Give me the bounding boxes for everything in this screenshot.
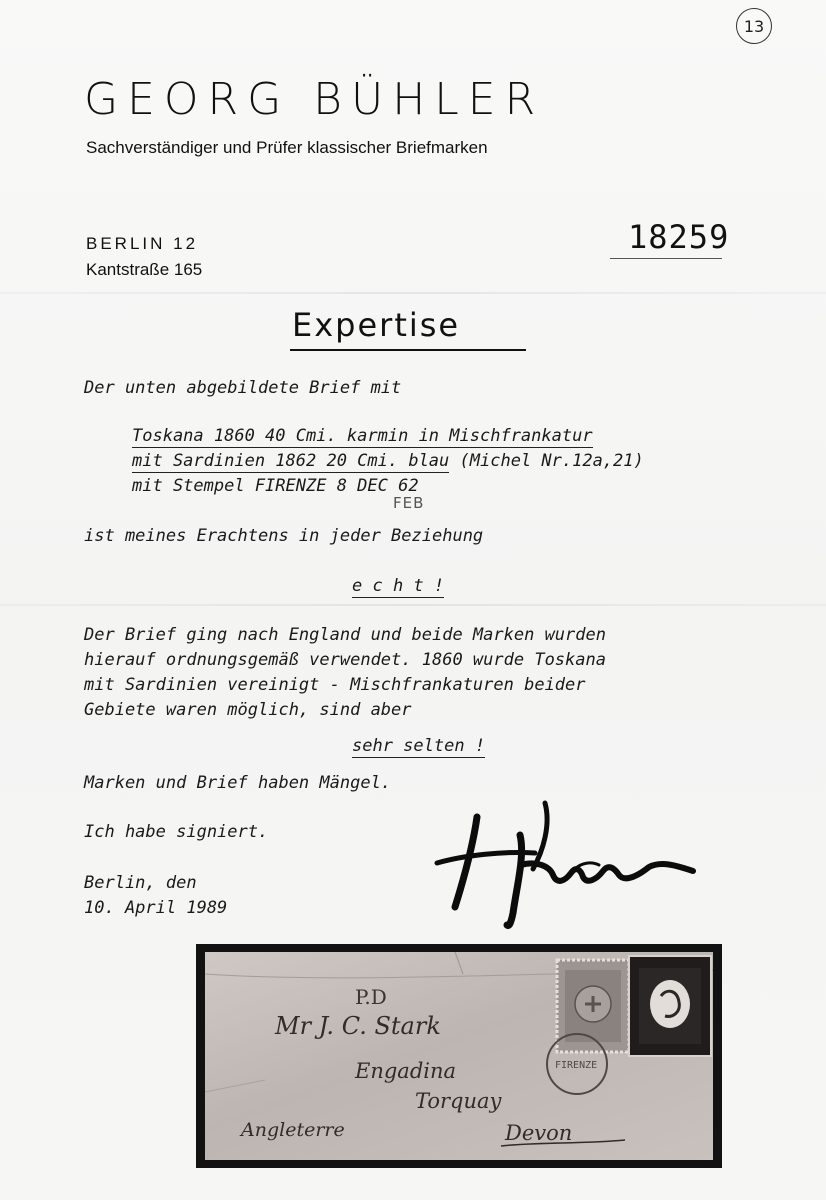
postmark-text: FIRENZE <box>555 1060 598 1071</box>
item-line-2-text: mit Sardinien 1862 20 Cmi. blau <box>132 451 450 471</box>
letterhead-subtitle: Sachverständiger und Prüfer klassischer Briefmarken <box>86 138 488 157</box>
signed-line: Ich habe signiert. <box>84 822 269 842</box>
certificate-number-underline <box>610 258 722 259</box>
rarity-note <box>352 736 485 756</box>
verdict-text: e c h t ! <box>352 576 445 596</box>
defects-line: Marken und Brief haben Mängel. <box>84 773 392 793</box>
address-line-3: Torquay <box>415 1089 502 1113</box>
item-line-1 <box>132 426 593 446</box>
michel-reference: (Michel Nr.12a,21) <box>449 451 644 471</box>
letterhead-city: BERLIN 12 <box>86 234 199 253</box>
item-line-2 <box>132 451 644 471</box>
item-line-1-text: Toskana 1860 40 Cmi. karmin in Mischfrankatur <box>132 426 593 446</box>
item-line-3: mit Stempel FIRENZE 8 DEC 62 <box>132 476 419 496</box>
envelope-photo <box>205 952 713 1160</box>
handwritten-signature <box>425 795 715 935</box>
paragraph-line-3: mit Sardinien vereinigt - Mischfrankaturen beider <box>84 675 586 695</box>
envelope-marking: P.D <box>355 985 387 1009</box>
place-date-line-2: 10. April 1989 <box>84 898 228 918</box>
rarity-text: sehr selten ! <box>352 736 486 756</box>
place-date-line-1: Berlin, den <box>84 873 197 893</box>
paragraph-line-1: Der Brief ging nach England und beide Marken wurden <box>84 625 606 645</box>
title-underline <box>290 349 526 351</box>
envelope-illustration <box>205 952 713 1160</box>
address-line-1: Mr J. C. Stark <box>275 1012 441 1040</box>
stamp-sardinien <box>629 956 711 1056</box>
paragraph-line-2: hierauf ordnungsgemäß verwendet. 1860 wurde Toskana <box>84 650 606 670</box>
address-line-2: Engadina <box>355 1059 457 1083</box>
intro-line: Der unten abgebildete Brief mit <box>84 378 402 398</box>
date-correction-note: FEB <box>393 494 425 512</box>
letterhead-name: GEORG BÜHLER <box>84 74 545 125</box>
opinion-line: ist meines Erachtens in jeder Beziehung <box>84 526 484 546</box>
archive-note: 13 <box>736 8 772 44</box>
address-country: Angleterre <box>241 1119 345 1141</box>
verdict <box>352 576 444 596</box>
address-line-4: Devon <box>505 1121 573 1145</box>
paragraph-line-4: Gebiete waren möglich, sind aber <box>84 700 412 720</box>
fold-line <box>0 604 826 606</box>
certificate-number: 18259 <box>628 218 730 256</box>
document-title: Expertise <box>292 306 461 344</box>
letterhead-street: Kantstraße 165 <box>86 260 203 279</box>
fold-line <box>0 292 826 294</box>
